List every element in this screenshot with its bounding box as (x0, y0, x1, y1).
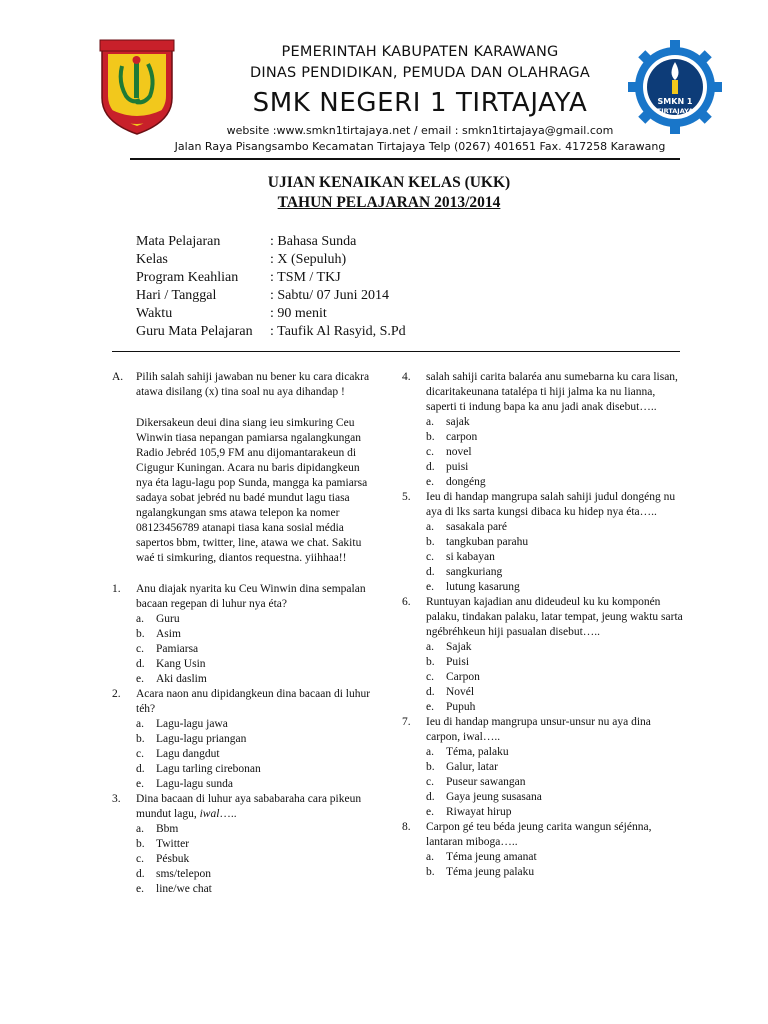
answer-option (426, 640, 684, 655)
answer-options (426, 850, 684, 880)
question-text-main: Dina bacaan di luhur aya sababaraha cara pikeun mundut lagu, (136, 793, 362, 820)
info-row (136, 323, 406, 341)
answer-option (426, 670, 684, 685)
question-text-main: Ieu di handap mangrupa unsur-unsur nu aya dina carpon, iwal….. (426, 716, 651, 743)
info-row (136, 233, 406, 251)
option-letter: e. (426, 701, 434, 713)
option-letter: e. (136, 673, 144, 685)
answer-option (426, 535, 684, 550)
info-row (136, 251, 406, 269)
logo-right-text-1: SMKN 1 (657, 97, 693, 106)
question-body (426, 715, 684, 820)
answer-options (426, 640, 684, 715)
question-text-italic: iwal (199, 808, 220, 820)
option-letter: d. (136, 658, 145, 670)
question-item (112, 792, 374, 897)
option-letter: a. (426, 641, 434, 653)
header-divider (130, 158, 680, 160)
answer-option (136, 732, 374, 747)
option-text: Puseur sawangan (446, 776, 526, 788)
question-text-main: Runtuyan kajadian anu dideudeul ku ku komponén palaku, tindakan palaku, latar tempat, jeung waktu sarta ngébréhkeun hiji pasualan disebut….. (426, 596, 683, 638)
answer-option (426, 550, 684, 565)
option-text: si kabayan (446, 551, 495, 563)
answer-options (426, 415, 684, 490)
question-number: 6. (402, 596, 411, 608)
answer-option (136, 642, 374, 657)
option-letter: b. (426, 866, 435, 878)
option-text: Lagu dangdut (156, 748, 220, 760)
option-text: Pésbuk (156, 853, 190, 865)
question-item (402, 490, 684, 595)
option-letter: e. (426, 806, 434, 818)
option-text: Téma jeung palaku (446, 866, 535, 878)
answer-options (426, 520, 684, 595)
option-text: sms/telepon (156, 868, 211, 880)
answer-option (136, 837, 374, 852)
option-letter: d. (426, 566, 435, 578)
header-website-email: website :www.smkn1tirtajaya.net / email : smkn1tirtajaya@gmail.com (226, 124, 614, 137)
question-number: 5. (402, 491, 411, 503)
question-text (136, 687, 374, 717)
answer-option (136, 852, 374, 867)
question-number: 4. (402, 371, 411, 383)
option-text: Guru (156, 613, 180, 625)
option-text: Téma, palaku (446, 746, 509, 758)
option-letter: c. (426, 446, 434, 458)
header-school-name: SMK NEGERI 1 TIRTAJAYA (252, 88, 588, 118)
answer-option (136, 867, 374, 882)
option-letter: a. (136, 718, 144, 730)
question-item (402, 595, 684, 715)
option-text: Lagu-lagu priangan (156, 733, 247, 745)
question-text (136, 792, 374, 822)
answer-option (136, 672, 374, 687)
answer-option (426, 655, 684, 670)
answer-option (426, 685, 684, 700)
question-item (402, 715, 684, 820)
info-value: : Bahasa Sunda (270, 234, 357, 249)
option-letter: c. (136, 748, 144, 760)
answer-option (426, 745, 684, 760)
question-number: 1. (112, 583, 121, 595)
option-letter: d. (426, 461, 435, 473)
option-letter: e. (426, 581, 434, 593)
answer-option (426, 760, 684, 775)
question-body (136, 792, 374, 897)
option-text: line/we chat (156, 883, 212, 895)
option-text: Galur, latar (446, 761, 498, 773)
option-letter: a. (426, 416, 434, 428)
option-text: Bbm (156, 823, 179, 835)
answer-option (136, 822, 374, 837)
answer-option (426, 520, 684, 535)
info-value: : Taufik Al Rasyid, S.Pd (270, 324, 406, 339)
option-text: lutung kasarung (446, 581, 520, 593)
option-letter: d. (136, 763, 145, 775)
question-body (136, 582, 374, 687)
answer-option (426, 415, 684, 430)
question-text-main: Ieu di handap mangrupa salah sahiji judul dongéng nu aya di lks sarta kungsi dibaca ku hidep nya éta….. (426, 491, 676, 518)
question-text (426, 370, 684, 415)
question-text (426, 820, 684, 850)
answer-option (136, 717, 374, 732)
option-text: Lagu-lagu sunda (156, 778, 233, 790)
header-agency: DINAS PENDIDIKAN, PEMUDA DAN OLAHRAGA (249, 65, 590, 81)
header-address: Jalan Raya Pisangsambo Kecamatan Tirtajaya Telp (0267) 401651 Fax. 417258 Karawang (174, 140, 666, 153)
info-label: Guru Mata Pelajaran (136, 324, 253, 339)
question-body (426, 595, 684, 715)
option-letter: d. (426, 686, 435, 698)
option-letter: e. (136, 778, 144, 790)
answer-option (136, 777, 374, 792)
option-text: Asim (156, 628, 181, 640)
answer-option (426, 460, 684, 475)
question-text-main: Carpon gé teu béda jeung carita wangun séjénna, lantaran miboga….. (426, 821, 652, 848)
answer-options (136, 612, 374, 687)
questions-left (112, 582, 374, 897)
reading-passage: Dikersakeun deui dina siang ieu simkuring Ceu Winwin tiasa nepangan pamiarsa ngalangkungan Radio Jebréd 105,9 FM anu dijomantarakeun di Cigugur Kuningan. Acara nu baris dipidangkeun nya éta lagu-lagu pop Sunda, mangga ka pamiarsa sadaya sobat jebréd nu badé mundut lagu tiasa ngalangkungan sms atawa telepon ka nomer 08123456789 atanapi tiasa kana sosial média sapertos bbm, twitter, line, atawa we chat. Sakitu waé ti simkuring, diantos requestna. yiihhaa!! (136, 417, 368, 564)
option-letter: b. (136, 838, 145, 850)
option-text: Lagu tarling cirebonan (156, 763, 261, 775)
answer-option (426, 565, 684, 580)
info-label: Mata Pelajaran (136, 234, 221, 249)
option-letter: d. (136, 868, 145, 880)
option-letter: c. (426, 671, 434, 683)
option-text: Aki daslim (156, 673, 207, 685)
info-label: Hari / Tanggal (136, 288, 217, 303)
question-body (426, 370, 684, 490)
answer-options (136, 717, 374, 792)
option-text: novel (446, 446, 472, 458)
option-text: puisi (446, 461, 469, 473)
info-label: Kelas (136, 252, 168, 267)
option-letter: a. (426, 851, 434, 863)
option-text: Riwayat hirup (446, 806, 512, 818)
option-text: tangkuban parahu (446, 536, 529, 548)
question-item (402, 370, 684, 490)
question-item (112, 582, 374, 687)
info-divider (112, 351, 680, 352)
exam-info-table (136, 233, 406, 341)
answer-option (426, 445, 684, 460)
info-value: : TSM / TKJ (270, 270, 341, 285)
exam-year: TAHUN PELAJARAN 2013/2014 (277, 194, 501, 211)
info-value: : Sabtu/ 07 Juni 2014 (270, 288, 390, 303)
question-number: 2. (112, 688, 121, 700)
option-letter: c. (426, 776, 434, 788)
section-letter: A. (112, 371, 124, 383)
answer-option (136, 762, 374, 777)
option-text: carpon (446, 431, 478, 443)
option-text: Sajak (446, 641, 472, 653)
question-text (426, 490, 684, 520)
section-instruction-text: Pilih salah sahiji jawaban nu bener ku cara dicakra atawa disilang (x) tina soal nu aya dihandap ! (136, 371, 370, 398)
answer-option (136, 612, 374, 627)
question-text (426, 715, 684, 745)
option-letter: b. (426, 431, 435, 443)
question-text (426, 595, 684, 640)
question-body (426, 490, 684, 595)
option-letter: e. (426, 476, 434, 488)
question-text (136, 582, 374, 612)
question-item (402, 820, 684, 880)
option-letter: c. (136, 643, 144, 655)
answer-option (426, 790, 684, 805)
option-text: sangkuriang (446, 566, 503, 578)
answer-option (426, 700, 684, 715)
question-number: 3. (112, 793, 121, 805)
answer-option (426, 475, 684, 490)
questions-right (402, 370, 684, 880)
question-number: 7. (402, 716, 411, 728)
answer-option (426, 865, 684, 880)
answer-option (426, 430, 684, 445)
option-letter: b. (426, 761, 435, 773)
option-text: sasakala paré (446, 521, 507, 533)
info-row (136, 269, 406, 287)
option-text: dongéng (446, 476, 486, 488)
option-text: sajak (446, 416, 470, 428)
answer-options (426, 745, 684, 820)
question-text-main: Acara naon anu dipidangkeun dina bacaan di luhur téh? (136, 688, 371, 715)
answer-option (136, 747, 374, 762)
answer-option (426, 580, 684, 595)
option-letter: d. (426, 791, 435, 803)
option-text: Lagu-lagu jawa (156, 718, 228, 730)
answer-option (426, 850, 684, 865)
option-letter: b. (426, 536, 435, 548)
option-text: Puisi (446, 656, 470, 668)
info-value: : X (Sepuluh) (270, 252, 347, 267)
info-label: Program Keahlian (136, 270, 239, 285)
answer-option (136, 882, 374, 897)
option-letter: a. (136, 823, 144, 835)
exam-title: UJIAN KENAIKAN KELAS (UKK) (267, 174, 511, 191)
question-body (426, 820, 684, 880)
question-text-tail: ….. (219, 808, 237, 820)
left-column (112, 370, 374, 897)
info-label: Waktu (136, 306, 173, 321)
option-letter: a. (426, 746, 434, 758)
answer-option (136, 657, 374, 672)
question-text-main: Anu diajak nyarita ku Ceu Winwin dina sempalan bacaan regepan di luhur nya éta? (136, 583, 366, 610)
info-row (136, 287, 406, 305)
option-text: Téma jeung amanat (446, 851, 537, 863)
section-instruction (112, 370, 374, 400)
option-text: Novél (446, 686, 475, 698)
option-letter: a. (136, 613, 144, 625)
info-row (136, 305, 406, 323)
option-letter: b. (136, 733, 145, 745)
option-text: Kang Usin (156, 658, 206, 670)
answer-option (426, 805, 684, 820)
option-text: Carpon (446, 671, 480, 683)
question-text-main: salah sahiji carita balaréa anu sumebarna ku cara lisan, dicaritakeunana tatalépa ti hiji jalma ka nu lianna, saperti ti indung bapa ka anu jadi anak disebut….. (426, 371, 678, 413)
option-letter: c. (426, 551, 434, 563)
option-text: Gaya jeung susasana (446, 791, 542, 803)
option-text: Pupuh (446, 701, 476, 713)
right-column (402, 370, 684, 880)
option-letter: b. (426, 656, 435, 668)
option-text: Twitter (156, 838, 190, 850)
info-value: : 90 menit (270, 306, 327, 321)
question-body (136, 687, 374, 792)
option-letter: e. (136, 883, 144, 895)
question-number: 8. (402, 821, 411, 833)
answer-option (136, 627, 374, 642)
option-text: Pamiarsa (156, 643, 199, 655)
option-letter: a. (426, 521, 434, 533)
logo-right-text-2: TIRTAJAYA (656, 107, 694, 115)
option-letter: b. (136, 628, 145, 640)
answer-option (426, 775, 684, 790)
question-item (112, 687, 374, 792)
header-government: PEMERINTAH KABUPATEN KARAWANG (281, 44, 559, 60)
answer-options (136, 822, 374, 897)
option-letter: c. (136, 853, 144, 865)
